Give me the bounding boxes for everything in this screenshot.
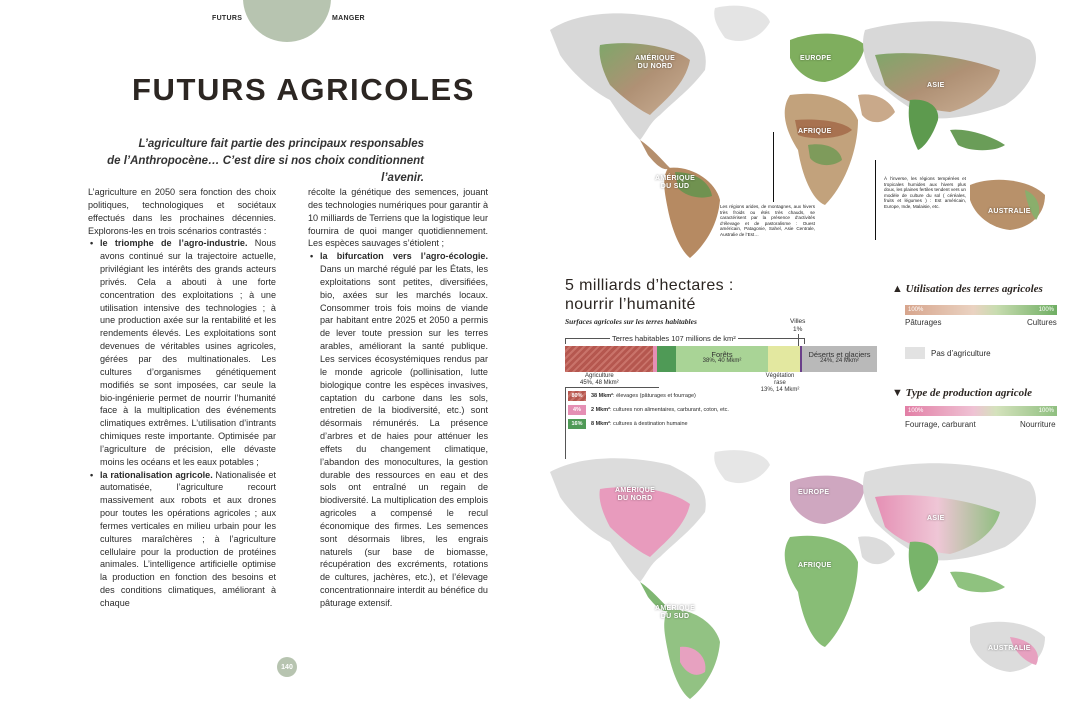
stats-subtitle: Surfaces agricoles sur les terres habitables <box>565 317 697 326</box>
forests-value: 38%, 40 Mkm² <box>702 358 742 364</box>
india-shape <box>909 542 938 592</box>
greenland-shape <box>714 450 770 483</box>
scenario-list-1 <box>88 237 276 609</box>
no-agriculture-label: Pas d’agriculture <box>931 349 991 358</box>
legend-production-title-text: Type de production agricole <box>905 387 1033 399</box>
scenario-text: Dans un marché régulé par les États, les exploitations sont petites, diversifiées, bio, axées sur les marchés locaux. Consommer trois fois moins de viande par habitant entre 2025 et 2050 a permis de lever toute pression sur les terres arables, améliorant la santé publique. Les services écosystémiques rendus par le monde agricole (pollinisation, lutte biologique contre les espèces invasives, captation du carbone dans les sols, entretien de la biodiversité, etc.) sont désormais rémunérés. La présence d’arbres et de haies pour atténuer les effets du changement climatique, l’abandon des monocultures, la gestion durable des ressources en eau et des sols ont entraîné un regain de biodiversité. La multiplication des emplois agricoles a compensé le recul économique des firmes. Les semences sont désormais libres, les engrais naturels (sur base de biomasse, récupération des excréments, rotations de cultures, jachères, etc.), et l’élevage concentrationnaire interdit au bénéfice du pâturage extensif. <box>320 264 488 608</box>
legend-production-right-label: Nourriture <box>1020 420 1056 429</box>
legend-production-left-label: Fourrage, carburant <box>905 420 976 429</box>
breakdown-pct-badge: 4% <box>568 405 586 415</box>
breakdown-row-food <box>568 419 688 429</box>
production-type-world-map <box>540 447 1070 701</box>
breakdown-value: 38 Mkm² <box>591 393 614 399</box>
lead-paragraph <box>100 136 424 187</box>
continued-paragraph: récolte la génétique des semences, jouant des technologies numériques pour garantir à 10 milliards de Terriens que la logistique leur fournira de quoi manger quotidiennement. Les espèces sauvages s’étiolent ; <box>308 187 488 249</box>
breakdown-text: : cultures à destination humaine <box>609 421 688 427</box>
legend-land-use-title-text: Utilisation des terres agricoles <box>905 283 1043 295</box>
legend-land-use-right-pct: 100% <box>1038 307 1054 313</box>
label-north-america-bottom: AMÉRIQUE DU NORD <box>615 487 656 502</box>
intro-paragraph: L’agriculture en 2050 sera fonction des choix politiques, technologiques et sociétaux effectués dans les prochaines décennies. Explorons-les en trois scénarios contrastés : <box>88 187 276 236</box>
breakdown-value: 2 Mkm² <box>591 407 610 413</box>
legend-production-right-pct: 100% <box>1038 408 1054 414</box>
arabia-shape <box>858 536 895 564</box>
scenario-text: Nationalisée et automatisée, l’agriculture recourt massivement aux robots et aux drones pour toutes les opérations agricoles ; aux fermes verticales en milieu urbain pour les cultures maraîchères ; à l’agriculture cellulaire pour la production de protéines animales. L’intelligence artificielle optimise la production en fonction des besoins et des conditions climatiques, améliorant à chaque <box>100 469 276 608</box>
label-australia-top: AUSTRALIE <box>988 208 1031 215</box>
triangle-down-icon: ▼ <box>892 387 906 399</box>
africa-shape <box>785 536 858 647</box>
annotation-leader-left <box>773 132 774 202</box>
legend-production-gradient <box>905 406 1057 416</box>
annotation-arid-regions: Les régions arides, de montagnes, aux hivers très froids ou étés très chauds, se caractérisent par la présence d’activités d’élevage et de pastoralisme : Ouest américain, Patagonie, Sahel, Asie Centrale, Australie de l’Est… <box>720 204 815 237</box>
stats-title <box>565 276 734 314</box>
breakdown-row-livestock <box>568 391 696 401</box>
label-asia-top: ASIE <box>927 82 945 89</box>
breakdown-pct-badge: 80% <box>568 391 586 401</box>
deserts-value: 24%, 24 Mkm² <box>820 358 859 364</box>
breakdown-row-nonfood <box>568 405 729 415</box>
legend-land-use-right-label: Cultures <box>1027 318 1057 327</box>
agriculture-title: Agriculture <box>585 373 614 379</box>
legend-land-use-title <box>892 283 1043 295</box>
scenario-text: Nous avons continué sur la trajectoire actuelle, privilégiant les intérêts des grands acteurs privés. Cela a abouti à une forte concentration des exploitations ; à une utilisation intensive des technologies ; à une production axée sur la rentabilité et les rendements élevés. Les exploitations sont devenues de véritables usines agricoles, gérées par des multinationales. Les cultures d’organismes génétiquement modifiés se sont imposées, car seule la bio-ingénierie permet de nourrir l’humanité face à la multiplication des événements climatiques extrêmes. L’utilisation d’intrants chimiques reste importante. Optimisée par l’agriculture de précision, elle dévaste moins les océans et les eaux potables ; <box>100 238 276 467</box>
lead-line-1: L’agriculture fait partie des principaux responsables <box>138 138 424 150</box>
segment-forests <box>676 346 768 372</box>
segment-agri-livestock <box>565 346 653 372</box>
legend-land-use-gradient <box>905 305 1057 315</box>
right-page <box>540 0 1070 701</box>
label-south-america-top: AMÉRIQUE DU SUD <box>655 175 696 190</box>
deserts-title: Déserts et glaciers <box>808 350 871 359</box>
habitable-land-label: Terres habitables 107 millions de km² <box>612 334 736 343</box>
breakdown-text: : cultures non alimentaires, carburant, coton, etc. <box>609 407 729 413</box>
page-title: FUTURS AGRICOLES <box>132 72 476 107</box>
greenland-shape <box>714 6 770 41</box>
annotation-leader-right <box>875 160 876 240</box>
section-label-manger: MANGER <box>332 15 365 22</box>
southeast-asia-shape <box>950 130 1005 151</box>
breakdown-pct-badge: 16% <box>568 419 586 429</box>
section-label-futurs: FUTURS <box>212 15 243 22</box>
scenario-agro-industrie <box>88 237 276 468</box>
cities-pct: 1% <box>793 326 803 333</box>
lead-line-2: de l’Anthropocène… C’est dire si nos choix conditionnent l’avenir. <box>107 155 424 184</box>
breakdown-text: : élevages (pâturages et fourrage) <box>613 393 696 399</box>
forests-title: Forêts <box>711 350 733 359</box>
forests-label <box>676 351 768 365</box>
section-tab-circle <box>243 0 331 42</box>
europe-shape <box>790 476 865 524</box>
stats-title-line-2: nourrir l’humanité <box>565 296 696 313</box>
legend-land-use-left-label: Pâturages <box>905 318 942 327</box>
label-north-america-top: AMÉRIQUE DU NORD <box>635 55 676 70</box>
breakdown-value: 8 Mkm² <box>591 421 610 427</box>
legend-production-left-pct: 100% <box>908 408 924 414</box>
scenario-agro-ecologie <box>308 250 488 610</box>
annotation-temperate-regions: À l’inverse, les régions tempérées et tropicales humides aux hivers plus doux, les plaines fertiles tendent vers un modèle de culture du sol ( céréales, fruits et légumes ) : Est américain, Europe, Inde, Malaisie, etc. <box>884 176 966 209</box>
label-africa-bottom: AFRIQUE <box>798 562 832 569</box>
agriculture-label <box>580 373 619 387</box>
scenario-title: le triomphe de l’agro-industrie. <box>100 238 248 249</box>
label-asia-bottom: ASIE <box>927 515 945 522</box>
body-column-2 <box>308 186 488 610</box>
legend-production-title <box>892 387 1032 399</box>
southeast-asia-shape <box>950 572 1005 593</box>
habitable-land-stacked-bar <box>565 346 877 372</box>
segment-agri-food <box>657 346 676 372</box>
scenario-list-2 <box>308 250 488 610</box>
scenario-title: la rationalisation agricole. <box>100 469 213 480</box>
label-europe-top: EUROPE <box>800 55 832 62</box>
page-number: 140 <box>277 657 297 677</box>
arabia-shape <box>858 94 895 122</box>
india-shape <box>909 100 938 150</box>
segment-low-vegetation <box>768 346 800 372</box>
vegetation-value: 13%, 14 Mkm² <box>760 387 800 393</box>
vegetation-title: Végétation rase <box>765 373 795 386</box>
label-africa-top: AFRIQUE <box>798 128 832 135</box>
body-column-1 <box>88 186 276 610</box>
agriculture-value: 45%, 48 Mkm² <box>580 380 619 386</box>
central-america-shape <box>640 140 670 169</box>
label-south-america-bottom: AMÉRIQUE DU SUD <box>655 605 696 620</box>
deserts-label <box>802 351 877 365</box>
world-map-production-svg <box>540 447 1070 701</box>
cities-text: Villes <box>790 318 806 325</box>
land-use-world-map <box>540 0 1070 262</box>
label-europe-bottom: EUROPE <box>798 489 830 496</box>
vegetation-label <box>760 373 800 394</box>
no-agriculture-swatch <box>905 347 925 359</box>
triangle-up-icon: ▲ <box>892 283 906 295</box>
label-australia-bottom: AUSTRALIE <box>988 645 1031 652</box>
stats-title-line-1: 5 milliards d’hectares : <box>565 277 734 294</box>
cities-label <box>790 318 805 334</box>
legend-land-use-left-pct: 100% <box>908 307 924 313</box>
scenario-rationalisation <box>88 469 276 610</box>
scenario-title: la bifurcation vers l’agro-écologie. <box>320 251 488 262</box>
segment-deserts-glaciers <box>802 346 877 372</box>
